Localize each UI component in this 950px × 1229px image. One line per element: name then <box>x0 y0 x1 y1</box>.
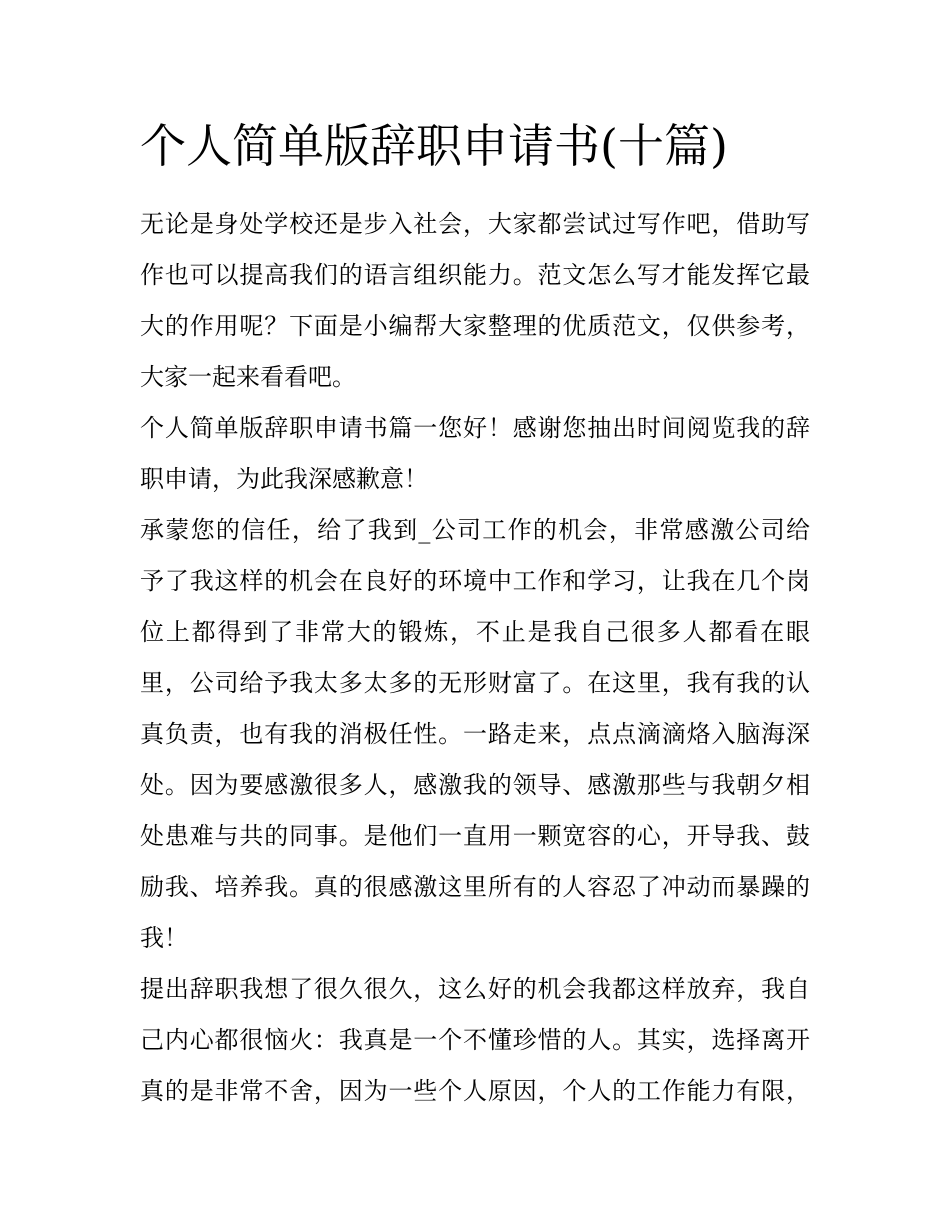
text-line: 提出辞职我想了很久很久，这么好的机会我都这样放弃，我自 <box>140 975 810 1003</box>
text-line: 大家一起来看看吧。 <box>140 363 356 391</box>
text-line: 里，公司给予我太多太多的无形财富了。在这里，我有我的认 <box>140 669 810 697</box>
text-line: 个人简单版辞职申请书篇一您好！感谢您抽出时间阅览我的辞 <box>140 414 810 442</box>
text-line: 大的作用呢？下面是小编帮大家整理的优质范文，仅供参考， <box>140 312 810 340</box>
text-line: 我！ <box>140 924 188 952</box>
text-line: 无论是身处学校还是步入社会，大家都尝试过写作吧，借助写 <box>140 210 810 238</box>
text-line: 承蒙您的信任，给了我到_公司工作的机会，非常感激公司给 <box>140 516 810 544</box>
text-line: 处患难与共的同事。是他们一直用一颗宽容的心，开导我、鼓 <box>140 822 810 850</box>
text-line: 己内心都很恼火：我真是一个不懂珍惜的人。其实，选择离开 <box>140 1026 810 1054</box>
text-line: 处。因为要感激很多人，感激我的领导、感激那些与我朝夕相 <box>140 771 810 799</box>
text-line: 作也可以提高我们的语言组织能力。范文怎么写才能发挥它最 <box>140 261 810 289</box>
text-line: 予了我这样的机会在良好的环境中工作和学习，让我在几个岗 <box>140 567 810 595</box>
text-line: 真负责，也有我的消极任性。一路走来，点点滴滴烙入脑海深 <box>140 720 810 748</box>
document-title: 个人简单版辞职申请书(十篇) <box>140 119 728 173</box>
document-body <box>140 199 810 1117</box>
text-line: 职申请，为此我深感歉意！ <box>140 465 428 493</box>
text-line: 位上都得到了非常大的锻炼，不止是我自己很多人都看在眼 <box>140 618 810 646</box>
text-line: 励我、培养我。真的很感激这里所有的人容忍了冲动而暴躁的 <box>140 873 810 901</box>
text-line: 真的是非常不舍，因为一些个人原因，个人的工作能力有限， <box>140 1077 810 1105</box>
